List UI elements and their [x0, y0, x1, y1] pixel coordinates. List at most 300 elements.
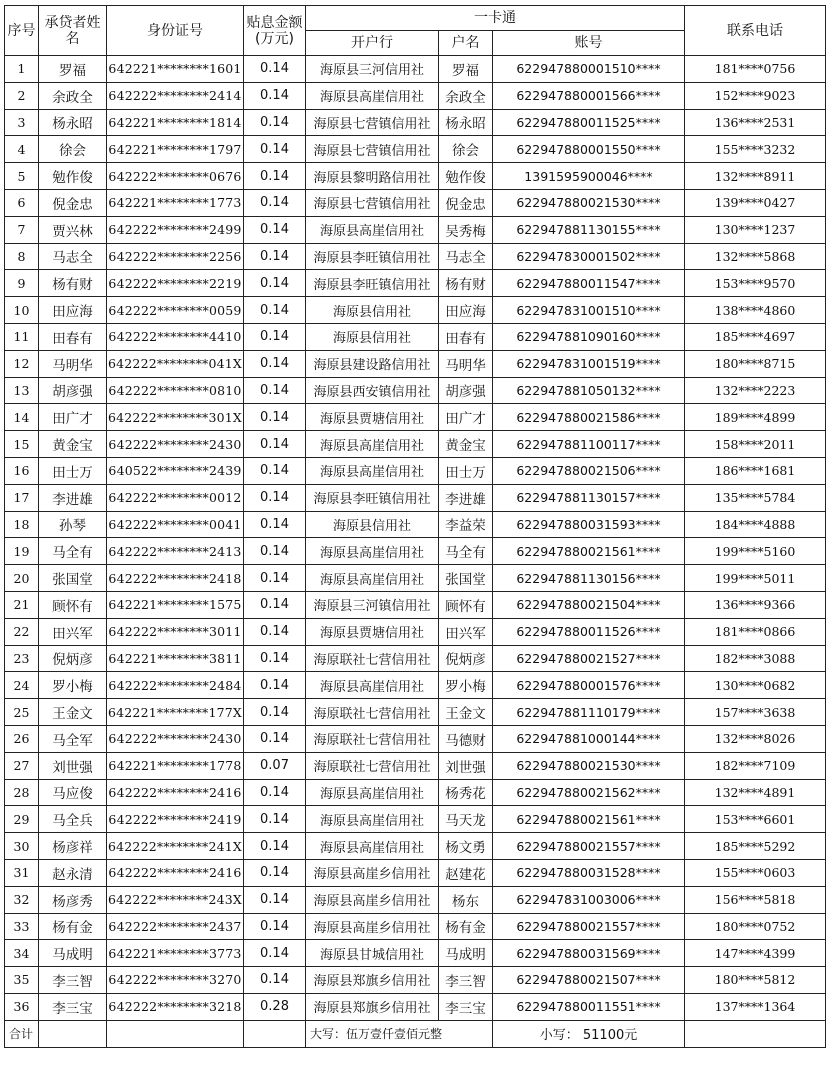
row-borrower-name: 王金文 [39, 699, 107, 726]
row-borrower-name: 倪金忠 [39, 189, 107, 216]
row-seq: 27 [5, 752, 39, 779]
row-phone: 185****5292 [685, 833, 826, 860]
row-account-holder: 赵建花 [439, 859, 493, 886]
row-account-number: 622947880001576**** [493, 672, 685, 699]
row-id-number: 642221********1575 [107, 591, 244, 618]
row-borrower-name: 罗小梅 [39, 672, 107, 699]
row-account-holder: 倪炳彦 [439, 645, 493, 672]
row-bank: 海原联社七营信用社 [306, 725, 439, 752]
row-subsidy-amount: 0.14 [244, 591, 306, 618]
row-bank: 海原县信用社 [306, 511, 439, 538]
row-phone: 152****9023 [685, 82, 826, 109]
row-subsidy-amount: 0.14 [244, 216, 306, 243]
row-account-holder: 徐会 [439, 136, 493, 163]
row-account-number: 1391595900046**** [493, 163, 685, 190]
row-borrower-name: 勉作俊 [39, 163, 107, 190]
row-borrower-name: 杨彦祥 [39, 833, 107, 860]
row-borrower-name: 黄金宝 [39, 431, 107, 458]
row-borrower-name: 徐会 [39, 136, 107, 163]
row-phone: 185****4697 [685, 323, 826, 350]
table-row [5, 377, 826, 404]
table-row [5, 833, 826, 860]
row-account-number: 622947880021506**** [493, 457, 685, 484]
table-footer [5, 1020, 826, 1047]
row-subsidy-amount: 0.14 [244, 431, 306, 458]
row-seq: 28 [5, 779, 39, 806]
row-bank: 海原县高崖乡信用社 [306, 859, 439, 886]
row-phone: 181****0756 [685, 56, 826, 83]
row-account-number: 622947880011551**** [493, 993, 685, 1020]
row-seq: 32 [5, 886, 39, 913]
row-account-number: 622947880001550**** [493, 136, 685, 163]
row-account-number: 622947880021561**** [493, 538, 685, 565]
table-row [5, 591, 826, 618]
row-borrower-name: 杨永昭 [39, 109, 107, 136]
row-borrower-name: 孙琴 [39, 511, 107, 538]
row-id-number: 642222********2419 [107, 806, 244, 833]
row-subsidy-amount: 0.14 [244, 699, 306, 726]
row-phone: 136****9366 [685, 591, 826, 618]
row-account-holder: 胡彦强 [439, 377, 493, 404]
row-seq: 30 [5, 833, 39, 860]
row-phone: 182****7109 [685, 752, 826, 779]
row-bank: 海原县李旺镇信用社 [306, 484, 439, 511]
row-bank: 海原县高崖信用社 [306, 806, 439, 833]
row-bank: 海原联社七营信用社 [306, 699, 439, 726]
row-account-number: 622947880011525**** [493, 109, 685, 136]
row-bank: 海原县高崖信用社 [306, 565, 439, 592]
row-account-number: 622947880021530**** [493, 752, 685, 779]
row-account-holder: 马成明 [439, 940, 493, 967]
row-seq: 18 [5, 511, 39, 538]
row-account-holder: 马明华 [439, 350, 493, 377]
row-account-number: 622947880021527**** [493, 645, 685, 672]
row-bank: 海原县三河信用社 [306, 56, 439, 83]
row-borrower-name: 胡彦强 [39, 377, 107, 404]
row-id-number: 642221********1814 [107, 109, 244, 136]
row-borrower-name: 田广才 [39, 404, 107, 431]
row-account-number: 622947881090160**** [493, 323, 685, 350]
row-bank: 海原县高崖乡信用社 [306, 913, 439, 940]
row-id-number: 642221********177X [107, 699, 244, 726]
row-phone: 132****2223 [685, 377, 826, 404]
row-subsidy-amount: 0.14 [244, 779, 306, 806]
row-account-holder: 黄金宝 [439, 431, 493, 458]
row-borrower-name: 刘世强 [39, 752, 107, 779]
row-seq: 34 [5, 940, 39, 967]
table-header [5, 6, 826, 56]
row-borrower-name: 赵永清 [39, 859, 107, 886]
row-bank: 海原县七营镇信用社 [306, 189, 439, 216]
row-id-number: 642221********1797 [107, 136, 244, 163]
row-subsidy-amount: 0.14 [244, 511, 306, 538]
row-borrower-name: 顾怀有 [39, 591, 107, 618]
row-id-number: 642221********3773 [107, 940, 244, 967]
row-phone: 130****0682 [685, 672, 826, 699]
row-bank: 海原县高崖信用社 [306, 216, 439, 243]
row-subsidy-amount: 0.14 [244, 404, 306, 431]
row-bank: 海原县甘城信用社 [306, 940, 439, 967]
row-bank: 海原县贾塘信用社 [306, 404, 439, 431]
row-bank: 海原县高崖信用社 [306, 82, 439, 109]
row-account-number: 622947880011547**** [493, 270, 685, 297]
row-seq: 29 [5, 806, 39, 833]
row-account-number: 622947880031593**** [493, 511, 685, 538]
table-row [5, 859, 826, 886]
header-bank: 开户行 [306, 31, 439, 56]
row-bank: 海原县郑旗乡信用社 [306, 967, 439, 994]
row-id-number: 642222********243X [107, 886, 244, 913]
row-seq: 5 [5, 163, 39, 190]
row-subsidy-amount: 0.14 [244, 297, 306, 324]
row-id-number: 642222********3270 [107, 967, 244, 994]
row-seq: 36 [5, 993, 39, 1020]
row-borrower-name: 余政全 [39, 82, 107, 109]
row-id-number: 642222********0041 [107, 511, 244, 538]
row-account-number: 622947880021557**** [493, 913, 685, 940]
row-bank: 海原县高崖信用社 [306, 779, 439, 806]
row-borrower-name: 贾兴林 [39, 216, 107, 243]
row-borrower-name: 杨有财 [39, 270, 107, 297]
row-subsidy-amount: 0.14 [244, 189, 306, 216]
row-borrower-name: 李三智 [39, 967, 107, 994]
row-seq: 2 [5, 82, 39, 109]
row-account-holder: 李进雄 [439, 484, 493, 511]
row-phone: 199****5011 [685, 565, 826, 592]
row-account-holder: 田广才 [439, 404, 493, 431]
row-phone: 136****2531 [685, 109, 826, 136]
row-account-holder: 李三宝 [439, 993, 493, 1020]
row-bank: 海原县李旺镇信用社 [306, 270, 439, 297]
table-body [5, 56, 826, 1021]
row-account-number: 622947881130156**** [493, 565, 685, 592]
row-account-holder: 勉作俊 [439, 163, 493, 190]
row-bank: 海原县七营镇信用社 [306, 109, 439, 136]
table-row [5, 993, 826, 1020]
row-seq: 4 [5, 136, 39, 163]
row-subsidy-amount: 0.14 [244, 913, 306, 940]
row-subsidy-amount: 0.14 [244, 565, 306, 592]
row-seq: 19 [5, 538, 39, 565]
row-borrower-name: 马全兵 [39, 806, 107, 833]
row-account-number: 622947880011526**** [493, 618, 685, 645]
row-bank: 海原县黎明路信用社 [306, 163, 439, 190]
row-borrower-name: 杨彦秀 [39, 886, 107, 913]
row-borrower-name: 张国堂 [39, 565, 107, 592]
table-row [5, 243, 826, 270]
row-phone: 132****8911 [685, 163, 826, 190]
table-row [5, 618, 826, 645]
row-account-holder: 马天龙 [439, 806, 493, 833]
total-capital-amount: 大写：伍万壹仟壹佰元整 [306, 1020, 493, 1047]
row-phone: 182****3088 [685, 645, 826, 672]
total-label: 合计 [5, 1020, 39, 1047]
row-phone: 155****3232 [685, 136, 826, 163]
row-phone: 180****0752 [685, 913, 826, 940]
table-row [5, 538, 826, 565]
row-id-number: 642222********2430 [107, 431, 244, 458]
row-subsidy-amount: 0.14 [244, 859, 306, 886]
row-seq: 33 [5, 913, 39, 940]
row-account-holder: 张国堂 [439, 565, 493, 592]
row-seq: 11 [5, 323, 39, 350]
header-card-group: 一卡通 [306, 6, 685, 31]
row-phone: 180****8715 [685, 350, 826, 377]
table-row [5, 323, 826, 350]
row-seq: 10 [5, 297, 39, 324]
row-subsidy-amount: 0.14 [244, 538, 306, 565]
row-account-number: 622947880021586**** [493, 404, 685, 431]
row-id-number: 642221********1773 [107, 189, 244, 216]
table-row [5, 940, 826, 967]
row-seq: 14 [5, 404, 39, 431]
row-account-holder: 王金文 [439, 699, 493, 726]
row-bank: 海原县高崖信用社 [306, 538, 439, 565]
row-subsidy-amount: 0.14 [244, 484, 306, 511]
row-id-number: 642222********2219 [107, 270, 244, 297]
table-row [5, 967, 826, 994]
row-seq: 1 [5, 56, 39, 83]
header-subsidy: 贴息金额(万元) [244, 6, 306, 56]
row-bank: 海原县郑旗乡信用社 [306, 993, 439, 1020]
row-account-holder: 杨有财 [439, 270, 493, 297]
row-subsidy-amount: 0.14 [244, 323, 306, 350]
row-seq: 22 [5, 618, 39, 645]
row-account-holder: 杨东 [439, 886, 493, 913]
table-row [5, 297, 826, 324]
row-seq: 26 [5, 725, 39, 752]
row-subsidy-amount: 0.14 [244, 806, 306, 833]
row-phone: 157****3638 [685, 699, 826, 726]
row-id-number: 642222********241X [107, 833, 244, 860]
table-row [5, 350, 826, 377]
row-phone: 137****1364 [685, 993, 826, 1020]
row-account-holder: 杨永昭 [439, 109, 493, 136]
row-account-holder: 罗小梅 [439, 672, 493, 699]
table-row [5, 109, 826, 136]
row-bank: 海原县高崖乡信用社 [306, 886, 439, 913]
row-bank: 海原县西安镇信用社 [306, 377, 439, 404]
row-subsidy-amount: 0.07 [244, 752, 306, 779]
row-subsidy-amount: 0.14 [244, 109, 306, 136]
row-borrower-name: 田应海 [39, 297, 107, 324]
table-row [5, 82, 826, 109]
row-phone: 130****1237 [685, 216, 826, 243]
table-row [5, 725, 826, 752]
row-subsidy-amount: 0.14 [244, 136, 306, 163]
row-subsidy-amount: 0.14 [244, 833, 306, 860]
row-id-number: 642222********2413 [107, 538, 244, 565]
row-id-number: 642222********2416 [107, 859, 244, 886]
row-borrower-name: 马志全 [39, 243, 107, 270]
row-phone: 189****4899 [685, 404, 826, 431]
row-seq: 6 [5, 189, 39, 216]
row-id-number: 642222********2499 [107, 216, 244, 243]
row-id-number: 642222********301X [107, 404, 244, 431]
row-account-number: 622947880021557**** [493, 833, 685, 860]
row-id-number: 642222********2437 [107, 913, 244, 940]
row-account-number: 622947880001510**** [493, 56, 685, 83]
row-bank: 海原县高崖信用社 [306, 833, 439, 860]
row-borrower-name: 马成明 [39, 940, 107, 967]
row-phone: 132****4891 [685, 779, 826, 806]
row-account-holder: 李三智 [439, 967, 493, 994]
row-borrower-name: 李进雄 [39, 484, 107, 511]
table-row [5, 216, 826, 243]
row-bank: 海原联社七营信用社 [306, 752, 439, 779]
table-row [5, 913, 826, 940]
row-borrower-name: 田兴军 [39, 618, 107, 645]
table-row [5, 645, 826, 672]
row-phone: 158****2011 [685, 431, 826, 458]
row-seq: 15 [5, 431, 39, 458]
row-account-number: 622947880021504**** [493, 591, 685, 618]
row-bank: 海原县李旺镇信用社 [306, 243, 439, 270]
row-seq: 35 [5, 967, 39, 994]
header-borrower: 承贷者姓名 [39, 6, 107, 56]
row-subsidy-amount: 0.14 [244, 967, 306, 994]
table-row [5, 484, 826, 511]
row-id-number: 642222********2256 [107, 243, 244, 270]
table-row [5, 56, 826, 83]
total-empty-1 [39, 1020, 107, 1047]
row-seq: 12 [5, 350, 39, 377]
row-subsidy-amount: 0.28 [244, 993, 306, 1020]
row-phone: 138****4860 [685, 297, 826, 324]
row-account-holder: 田兴军 [439, 618, 493, 645]
row-account-number: 622947880031569**** [493, 940, 685, 967]
row-bank: 海原县建设路信用社 [306, 350, 439, 377]
row-bank: 海原县七营镇信用社 [306, 136, 439, 163]
row-account-number: 622947831001519**** [493, 350, 685, 377]
row-account-number: 622947880031528**** [493, 859, 685, 886]
row-account-number: 622947880021507**** [493, 967, 685, 994]
row-subsidy-amount: 0.14 [244, 243, 306, 270]
row-account-holder: 杨秀花 [439, 779, 493, 806]
row-phone: 135****5784 [685, 484, 826, 511]
row-phone: 184****4888 [685, 511, 826, 538]
row-account-number: 622947881130155**** [493, 216, 685, 243]
row-id-number: 642222********0012 [107, 484, 244, 511]
row-id-number: 642222********0676 [107, 163, 244, 190]
row-account-holder: 顾怀有 [439, 591, 493, 618]
row-borrower-name: 马应俊 [39, 779, 107, 806]
row-bank: 海原县贾塘信用社 [306, 618, 439, 645]
row-seq: 7 [5, 216, 39, 243]
table-row [5, 189, 826, 216]
row-account-holder: 田士万 [439, 457, 493, 484]
row-account-number: 622947880021530**** [493, 189, 685, 216]
row-subsidy-amount: 0.14 [244, 82, 306, 109]
row-borrower-name: 杨有金 [39, 913, 107, 940]
row-subsidy-amount: 0.14 [244, 163, 306, 190]
header-id-number: 身份证号 [107, 6, 244, 56]
row-seq: 31 [5, 859, 39, 886]
table-row [5, 779, 826, 806]
row-account-holder: 李益荣 [439, 511, 493, 538]
row-id-number: 642221********1778 [107, 752, 244, 779]
row-account-number: 622947830001502**** [493, 243, 685, 270]
table-row [5, 270, 826, 297]
row-bank: 海原县信用社 [306, 297, 439, 324]
row-borrower-name: 李三宝 [39, 993, 107, 1020]
row-account-number: 622947881130157**** [493, 484, 685, 511]
row-seq: 13 [5, 377, 39, 404]
row-id-number: 642222********3218 [107, 993, 244, 1020]
row-phone: 180****5812 [685, 967, 826, 994]
row-account-holder: 马志全 [439, 243, 493, 270]
row-phone: 153****6601 [685, 806, 826, 833]
row-account-holder: 罗福 [439, 56, 493, 83]
row-account-holder: 马全有 [439, 538, 493, 565]
row-borrower-name: 马明华 [39, 350, 107, 377]
row-phone: 132****8026 [685, 725, 826, 752]
row-id-number: 642222********2484 [107, 672, 244, 699]
row-account-number: 622947880001566**** [493, 82, 685, 109]
row-account-holder: 田应海 [439, 297, 493, 324]
row-account-number: 622947881100117**** [493, 431, 685, 458]
row-phone: 132****5868 [685, 243, 826, 270]
header-holder: 户名 [439, 31, 493, 56]
row-id-number: 642222********3011 [107, 618, 244, 645]
row-id-number: 642222********2418 [107, 565, 244, 592]
row-phone: 153****9570 [685, 270, 826, 297]
row-account-number: 622947831001510**** [493, 297, 685, 324]
row-account-holder: 余政全 [439, 82, 493, 109]
row-id-number: 642222********2416 [107, 779, 244, 806]
row-account-number: 622947881110179**** [493, 699, 685, 726]
row-seq: 3 [5, 109, 39, 136]
row-bank: 海原县高崖信用社 [306, 431, 439, 458]
row-phone: 155****0603 [685, 859, 826, 886]
row-bank: 海原县高崖信用社 [306, 457, 439, 484]
table-row [5, 752, 826, 779]
row-phone: 181****0866 [685, 618, 826, 645]
row-account-holder: 吴秀梅 [439, 216, 493, 243]
row-borrower-name: 罗福 [39, 56, 107, 83]
row-id-number: 642222********041X [107, 350, 244, 377]
row-id-number: 642222********2414 [107, 82, 244, 109]
row-subsidy-amount: 0.14 [244, 350, 306, 377]
loan-subsidy-table [4, 5, 826, 1048]
row-bank: 海原县高崖信用社 [306, 672, 439, 699]
row-subsidy-amount: 0.14 [244, 725, 306, 752]
row-seq: 17 [5, 484, 39, 511]
row-phone: 139****0427 [685, 189, 826, 216]
row-account-number: 622947880021561**** [493, 806, 685, 833]
row-account-holder: 田春有 [439, 323, 493, 350]
table-row [5, 565, 826, 592]
row-account-number: 622947880021562**** [493, 779, 685, 806]
row-account-holder: 杨有金 [439, 913, 493, 940]
row-account-number: 622947881050132**** [493, 377, 685, 404]
row-seq: 20 [5, 565, 39, 592]
total-empty-3 [244, 1020, 306, 1047]
row-bank: 海原县三河镇信用社 [306, 591, 439, 618]
row-seq: 24 [5, 672, 39, 699]
document-page [4, 5, 826, 1048]
row-id-number: 642221********3811 [107, 645, 244, 672]
row-account-holder: 马德财 [439, 725, 493, 752]
row-subsidy-amount: 0.14 [244, 457, 306, 484]
table-row [5, 136, 826, 163]
row-account-holder: 刘世强 [439, 752, 493, 779]
header-phone: 联系电话 [685, 6, 826, 56]
row-subsidy-amount: 0.14 [244, 618, 306, 645]
row-subsidy-amount: 0.14 [244, 56, 306, 83]
row-subsidy-amount: 0.14 [244, 940, 306, 967]
row-seq: 25 [5, 699, 39, 726]
